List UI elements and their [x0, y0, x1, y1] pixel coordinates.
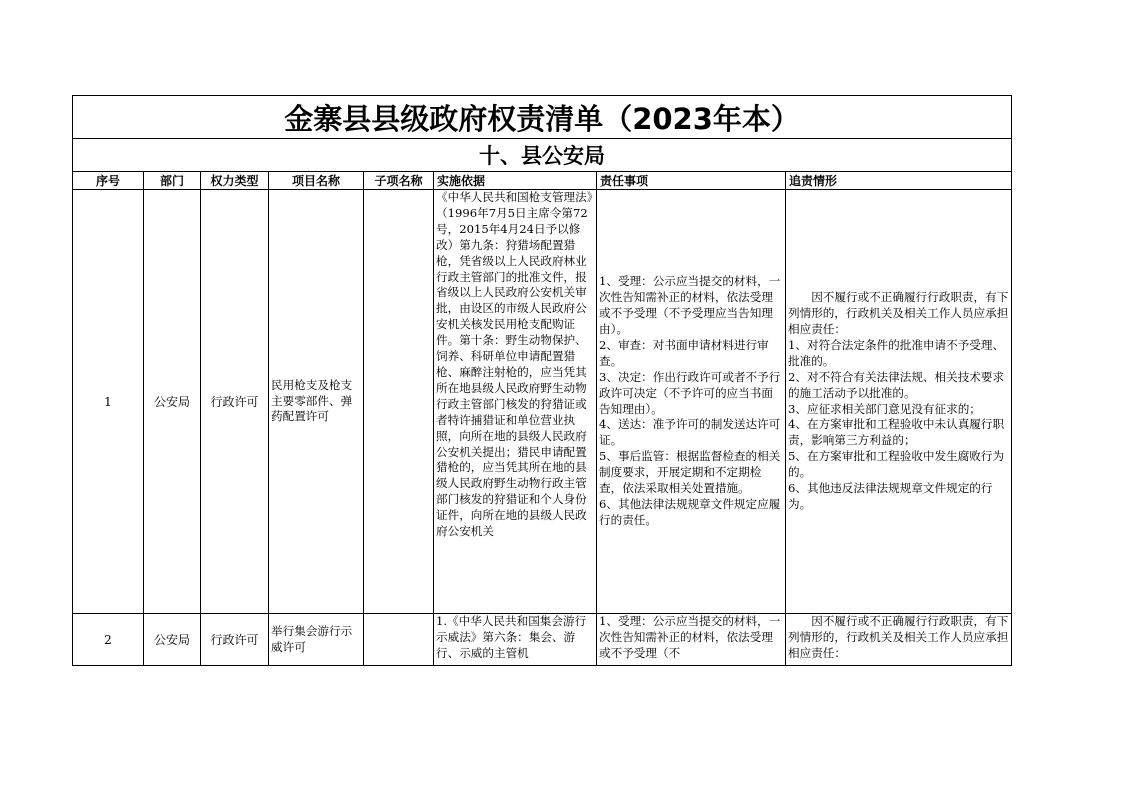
page-title: 金寨县县级政府权责清单（2023年本） [73, 96, 1012, 139]
section-title: 十、县公安局 [73, 139, 1012, 172]
table-row [73, 190, 1012, 614]
duty-item: 6、其他法律法规规章文件规定应履行的责任。 [599, 496, 781, 527]
cell-basis [434, 614, 597, 666]
cell-basis [434, 190, 597, 614]
accountability-item: 4、在方案审批和工程验收中未认真履行职责，影响第三方利益的； [788, 417, 1005, 448]
cell-type: 行政许可 [201, 190, 269, 614]
cell-index: 2 [73, 614, 144, 666]
cell-dept: 公安局 [144, 190, 201, 614]
accountability-intro: 因不履行或不正确履行行政职责，有下列情形的，行政机关及相关工作人员应承担相应责任： [788, 290, 1009, 336]
duty-item: 3、决定：作出行政许可或者不予行政许可决定（不予许可的应当书面告知理由）。 [599, 369, 781, 416]
cell-duties [597, 614, 786, 666]
accountability-intro-text: 因不履行或不正确履行行政职责，有下列情形的，行政机关及相关工作人员应承担相应责任： [788, 614, 1009, 660]
accountability-item: 1、对符合法定条件的批准申请不予受理、批准的。 [788, 337, 1005, 368]
cell-type: 行政许可 [201, 614, 269, 666]
accountability-intro [788, 614, 1009, 665]
col-header-name: 项目名称 [269, 172, 364, 190]
table-row [73, 614, 1012, 666]
cell-item-name: 民用枪支及枪支主要零部件、弹药配置许可 [269, 190, 364, 614]
duty-item: 1、受理：公示应当提交的材料，一次性告知需补正的材料，依法受理或不予受理（不 [599, 614, 781, 660]
cell-sub-item [364, 190, 434, 614]
cell-item-name: 举行集会游行示威许可 [269, 614, 364, 666]
cell-accountability [786, 190, 1012, 614]
cell-dept: 公安局 [144, 614, 201, 666]
accountability-item: 6、其他违反法律法规规章文件规定的行为。 [788, 481, 993, 511]
table-header-row [73, 172, 1012, 190]
duty-item: 5、事后监管：根据监督检查的相关制度要求，开展定期和不定期检查，依法采取相关处置措施。 [599, 449, 781, 496]
basis-text: 《中华人民共和国枪支管理法》（1996年7月5日主席令第72号，2015年4月24日予以修改）第九条：狩猎场配置猎枪，凭省级以上人民政府林业行政主管部门的批准文件，报省级以上人民政府公安机关审批，由设区的市级人民政府公安机关核发民用枪支配购证件。第十条：野生动物保护、饲养、科研单位申请配置猎枪、麻醉注射枪的，应当凭其所在地县级人民政府野生动物行政主管部门核发的狩猎证或者特许捕猎证和单位营业执照，向所在地的县级人民政府公安机关提出；猎民申请配置猎枪的，应当凭其所在地的县级人民政府野生动物行政主管部门核发的狩猎证和个人身份证件，向所在地的县级人民政府公安机关 [436, 190, 593, 539]
accountability-item: 2、对不符合有关法律法规、相关技术要求的施工活动予以批准的。 [788, 369, 1005, 400]
power-list-table [72, 95, 1012, 666]
duty-item: 2、审查：对书面申请材料进行审查。 [599, 337, 769, 368]
duty-item: 4、送达：准予许可的制发送达许可证。 [599, 417, 781, 448]
document-sheet [72, 95, 1011, 666]
accountability-item: 3、应征求相关部门意见没有征求的； [788, 401, 981, 416]
col-header-duties: 责任事项 [597, 172, 786, 190]
col-header-basis: 实施依据 [434, 172, 597, 190]
accountability-item: 5、在方案审批和工程验收中发生腐败行为的。 [788, 449, 1005, 480]
duty-item: 1、受理：公示应当提交的材料，一次性告知需补正的材料，依法受理或不予受理（不予受理应当告知理由）。 [599, 274, 781, 336]
col-header-type: 权力类型 [201, 172, 269, 190]
basis-text: 1.《中华人民共和国集会游行示威法》第六条：集会、游行、示威的主管机 [436, 614, 587, 660]
cell-duties [597, 190, 786, 614]
col-header-accountability: 追责情形 [786, 172, 1012, 190]
col-header-sub: 子项名称 [364, 172, 434, 190]
cell-accountability [786, 614, 1012, 666]
cell-sub-item [364, 614, 434, 666]
col-header-index: 序号 [73, 172, 144, 190]
col-header-dept: 部门 [144, 172, 201, 190]
cell-index: 1 [73, 190, 144, 614]
